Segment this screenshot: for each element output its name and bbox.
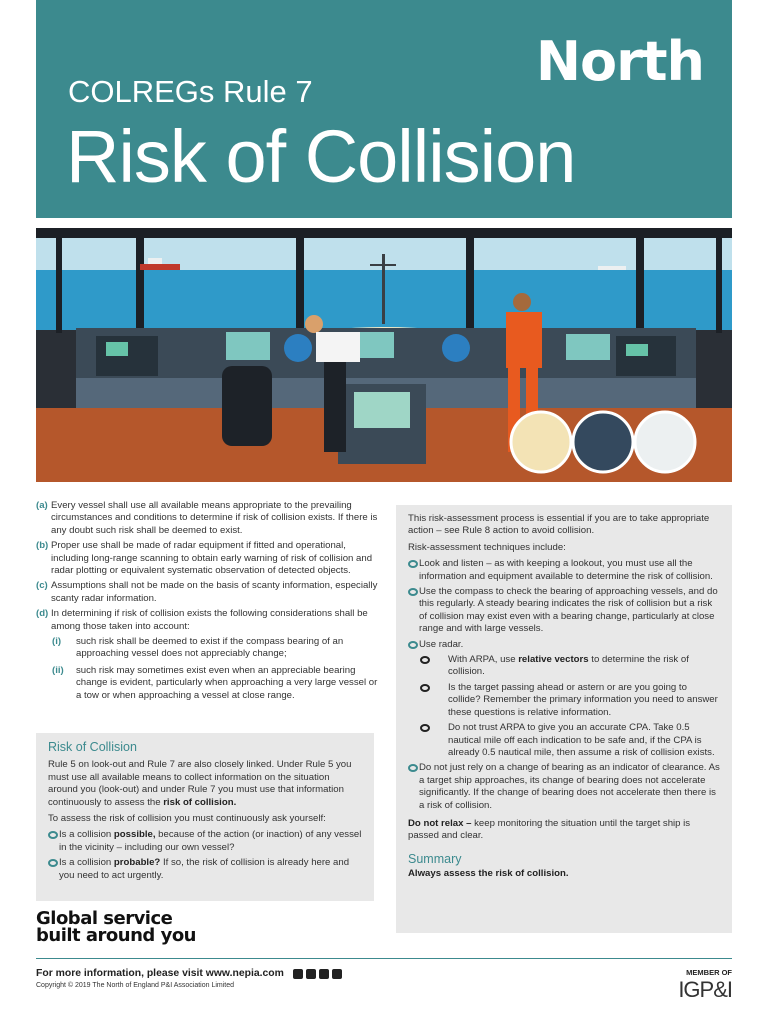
q2-a: Is a collision: [59, 857, 114, 869]
bullet-icon: [408, 560, 418, 568]
rule-item-d: [36, 608, 382, 633]
technique-compass: [408, 586, 720, 636]
risk-assessment-box: [396, 505, 732, 933]
copyright: Copyright © 2019 The North of England P&I Association Limited: [36, 982, 235, 989]
rule-item-b: [36, 540, 382, 577]
bullet-icon: [408, 641, 418, 649]
risk-box-question-intro: To assess the risk of collision you must continuously ask yourself:: [48, 813, 326, 825]
twitter-icon[interactable]: [293, 969, 303, 979]
rule-sub-item-i: [52, 636, 382, 661]
question-probable: [48, 857, 362, 882]
risk-of-collision-box: [36, 733, 374, 901]
summary-text: [408, 868, 720, 880]
risk-box-p1: Rule 5 on look-out and Rule 7 are also closely linked. Under Rule 5 you must use all available means to collect information on the situation around you (look-out) and under Rule 7 you must use that information continuously to assess the: [48, 759, 352, 808]
tagline: [36, 910, 196, 944]
technique-text: Use the compass to check the bearing of approaching vessels, and do this regularly. A steady bearing indicates the risk of collision but a risk of collision may exist even with a bearing change, particularly at close range and with large vessels.: [419, 586, 718, 635]
bullet-icon: [48, 831, 58, 839]
radar-text: Is the target passing ahead or astern or are you going to collide? Remember the primary information you need to answer these questions is relative information.: [448, 681, 718, 718]
s1-c: to determine the risk of collision.: [448, 654, 689, 678]
radar-arpa: [420, 654, 720, 679]
sub-bullet-icon: [420, 724, 430, 732]
member-badge: [678, 968, 732, 1003]
technique-radar: [408, 639, 720, 651]
member-label: MEMBER OF: [686, 968, 732, 977]
q1-a: Is a collision: [59, 829, 114, 841]
tagline-line-1: Global service: [36, 908, 173, 929]
q1-c: because of the action (or inaction) of any vessel in the vicinity – including our own vessel?: [59, 829, 362, 853]
risk-box-title: Risk of Collision: [48, 740, 137, 754]
rule-key: (c): [36, 580, 48, 592]
relax-bold: Do not relax –: [408, 817, 472, 829]
relax-text: keep monitoring the situation until the target ship is passed and clear.: [408, 817, 691, 842]
s1-bold: relative vectors: [518, 654, 589, 666]
sub-bullet-icon: [420, 684, 430, 692]
rule-text-a: Every vessel shall use all available means appropriate to the prevailing circumstances and conditions to determine if risk of collision exists. If there is any doubt such risk shall be deemed to exist.: [51, 500, 378, 536]
radar-text: [448, 654, 720, 679]
rule-sub-text-ii: such risk may sometimes exist even when an appreciable bearing change is evident, particularly when approaching a very large vessel or a tow or when approaching a vessel at close range.: [76, 664, 378, 701]
linkedin-icon[interactable]: [319, 969, 329, 979]
question-possible: [48, 829, 362, 854]
rule-text-b: Proper use shall be made of radar equipment if fitted and operational, including long-range scanning to obtain early warning of risk of collision and radar plotting or equivalent systematic observation of detected objects.: [51, 540, 373, 577]
risk-box-p1-bold: risk of collision.: [163, 796, 237, 808]
rule-sub-item-ii: [52, 665, 382, 702]
footer-divider: [36, 958, 732, 959]
north-logo: North: [535, 30, 704, 93]
sub-bullet-icon: [420, 656, 430, 664]
techniques-heading: Risk-assessment techniques include:: [408, 541, 566, 553]
q2-bold: probable?: [113, 857, 161, 869]
radar-cpa: [420, 722, 720, 759]
bridge-illustration: [36, 228, 732, 482]
assessment-intro: This risk-assessment process is essential if you are to take appropriate action – see Rule 8 action to avoid collision.: [408, 513, 710, 537]
facebook-icon[interactable]: [306, 969, 316, 979]
footer-info: [36, 968, 342, 979]
youtube-icon[interactable]: [332, 969, 342, 979]
technique-text: Use radar.: [419, 638, 464, 650]
rule-key: (b): [36, 540, 49, 552]
bullet-icon: [408, 588, 418, 596]
s1-a: With ARPA, use: [448, 654, 519, 666]
rule-text: [36, 500, 382, 706]
sub-key: (ii): [52, 664, 64, 676]
bullet-icon: [408, 764, 418, 772]
summary-title: Summary: [408, 851, 462, 866]
q1-bold: possible,: [113, 829, 156, 841]
do-not-relax: [408, 818, 720, 843]
bullet-icon: [48, 859, 58, 867]
rule-sub-text-i: such risk shall be deemed to exist if the compass bearing of an approaching vessel does not appreciably change;: [76, 636, 344, 660]
question-text: [59, 857, 362, 882]
radar-text: Do not trust ARPA to give you an accurate CPA. Take 0.5 nautical mile off each indication to be safe and, if the CPA is already 0.5 nautical mile, then assume a risk of collision exists.: [448, 722, 715, 758]
technique-text: Look and listen – as with keeping a lookout, you must use all the information and equipment available to determine the risk of collision.: [419, 558, 713, 582]
radar-target: [420, 682, 720, 719]
bridge-scene: [36, 228, 732, 482]
rule-item-c: [36, 580, 382, 605]
rule-text-c: Assumptions shall not be made on the basis of scanty information, especially scanty radar information.: [51, 580, 378, 604]
question-text: [59, 829, 362, 854]
tagline-line-2: built around you: [36, 925, 196, 946]
page-title: Risk of Collision: [66, 115, 576, 198]
rule-key: (a): [36, 500, 48, 511]
technique-look-listen: [408, 558, 720, 583]
risk-box-paragraph: [48, 759, 362, 809]
q2-c: If so, the risk of collision is already here and you need to act urgently.: [59, 857, 350, 881]
subtitle: COLREGs Rule 7: [68, 74, 313, 109]
summary-bold: Always assess the risk of collision.: [408, 868, 569, 880]
more-info-link[interactable]: For more information, please visit www.nepia.com: [36, 968, 284, 979]
rule-item-a: [36, 500, 382, 537]
header-banner: [36, 0, 732, 218]
technique-text: Do not just rely on a change of bearing as an indicator of clearance. As a target ship approaches, its change of bearing does not accelerate significantly. If the change of bearing does not accelerate then there is a risk of collision.: [419, 762, 720, 811]
technique-bearing-change: [408, 762, 720, 812]
sub-key: (i): [52, 636, 62, 648]
rule-text-d: In determining if risk of collision exists the following considerations shall be among those taken into account:: [51, 608, 368, 632]
igpi-logo: IGP&I: [678, 977, 732, 1002]
rule-key: (d): [36, 608, 49, 620]
